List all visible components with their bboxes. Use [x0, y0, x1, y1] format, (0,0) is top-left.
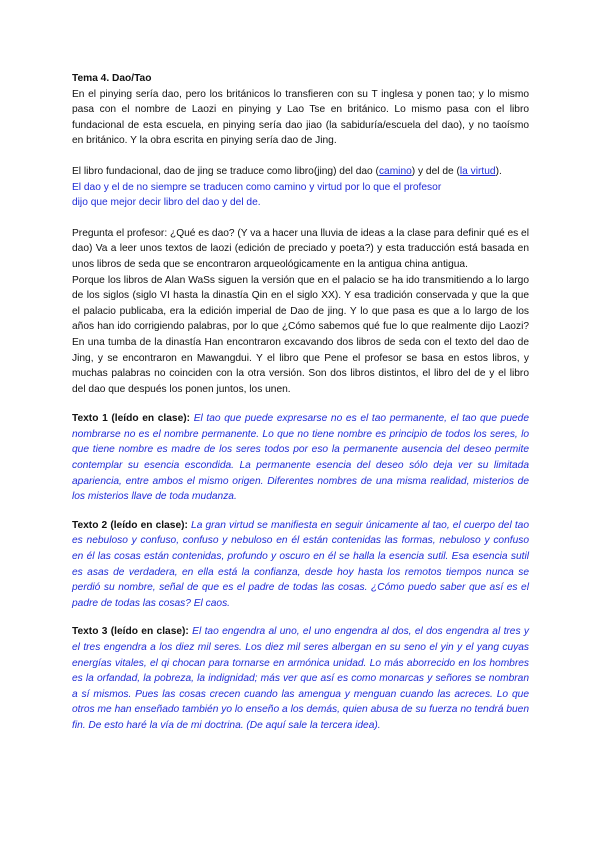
- page-title: Tema 4. Dao/Tao: [72, 73, 152, 84]
- texto-2-label: Texto 2 (leído en clase):: [72, 519, 188, 531]
- camino-link[interactable]: camino: [378, 165, 412, 177]
- intro-paragraph: [72, 71, 529, 149]
- pregunta-paragraph: Pregunta el profesor: ¿Qué es dao? (Y va a hacer una lluvia de ideas a la clase para definir qué es el dao) Va a leer unos textos de laozi (edición de preciado y poeta?) y esta traducción está basada en unos libros de seda que se encontraron arqueológicamente en la antigua china antigua.: [72, 227, 529, 270]
- porque-paragraph: Porque los libros de Alan WaSs siguen la versión que en el palacio se ha ido transmitiendo a lo largo de los siglos (siglo VI hasta la dinastía Qin en el siglo XX). Y esa tradición conservada y que la que el palacio publicaba, era la edición imperial de Dao de jing. Y lo que pasa es que a lo largo de los años han ido corrigiendo palabras, por lo que ¿Cómo sabemos qué fue lo que realmente dijo Laozi? En una tumba de la dinastía Han encontraron excavando dos libros de seda con el texto del dao de Jing, y se encontraron en Mawangdui. Y el libro que Pene el profesor se basa en estos libros, y muchas palabras no coinciden con la otra versión. Son dos libros distintos, el libro del de y el libro del dao que después los ponen juntos, los unen.: [72, 274, 529, 395]
- la-virtud-link[interactable]: la virtud: [459, 165, 496, 177]
- libro-text-after: ).: [495, 165, 502, 177]
- professor-note: [72, 180, 529, 211]
- texto-2-body: La gran virtud se manifiesta en seguir únicamente al tao, el cuerpo del tao es nebuloso y confuso, confuso y nebuloso en él están contenidas las formas, nebuloso y confuso en él las cosas están contenidas, profundo y oscuro en él se halla la esencia sutil. Esa esencia sutil es asas de verdadera, en ella está la confianza, desde hoy hasta los remotos tiempos nunca se perdió su nombre, señal de que es el padre de todas las cosas. ¿Cómo puedo saber que así es el padre de todas las cosas? El caos.: [72, 519, 529, 609]
- libro-text-before: El libro fundacional, dao de jing se traduce como libro(jing) del dao (: [72, 165, 379, 177]
- texto-3-body: El tao engendra al uno, el uno engendra al dos, el dos engendra al tres y el tres engendra a los diez mil seres. Los diez mil seres albergan en su seno el yin y el yang cuyas energías vitales, el qi chocan para tornarse en armónica unidad. Lo más aborrecido en los hombres es la orfandad, la pobreza, la indignidad; más ver que así es como monarcas y señores se nombran a sí mismos. Pues las cosas crecen cuando las amengua y menguan cuando las acreces. Lo que otros me han enseñado también yo lo enseño a los demás, quien abusa de su fuerza no tendrá buen fin. De esto haré la vía de mi doctrina. (De aquí sale la tercera idea).: [72, 626, 529, 731]
- note-line-1: El dao y el de no siempre se traducen como camino y virtud por lo que el profesor: [72, 181, 442, 193]
- texto-3-paragraph: [72, 624, 529, 733]
- texto-1-label: Texto 1 (leído en clase):: [72, 413, 191, 425]
- note-line-2: dijo que mejor decir libro del dao y del de.: [72, 197, 261, 209]
- texto-1-paragraph: [72, 411, 529, 505]
- texto-3-label: Texto 3 (leído en clase):: [72, 626, 189, 638]
- libro-paragraph: [72, 164, 529, 180]
- texto-2-paragraph: [72, 518, 529, 612]
- libro-text-middle: ) y del de (: [411, 165, 460, 177]
- intro-text: En el pinying sería dao, pero los británicos lo transfieren con su T inglesa y ponen tao; y lo mismo pasa con el nombre de Laozi en pinying y Lao Tse en británico. Lo mismo pasa con el libro fundacional de esta escuela, en pinying sería dao jiao (la sabiduría/escuela del dao), y no taoísmo en británico. Y la obra escrita en pinying sería dao de Jing.: [72, 88, 529, 147]
- texto-1-body: El tao que puede expresarse no es el tao permanente, el tao que puede nombrarse no es el nombre permanente. Lo que no tiene nombre es principio de todos los seres, lo que tiene nombre es madre de los seres todos por eso la permanente ausencia del deseo permite contemplar su esencia escondida. La permanente esencia del deseo sólo deja ver su limitada apariencia, entre ambos el mismo origen. Diferentes nombres de una misma realidad, misterios de los misterios llave de toda mudanza.: [72, 413, 529, 503]
